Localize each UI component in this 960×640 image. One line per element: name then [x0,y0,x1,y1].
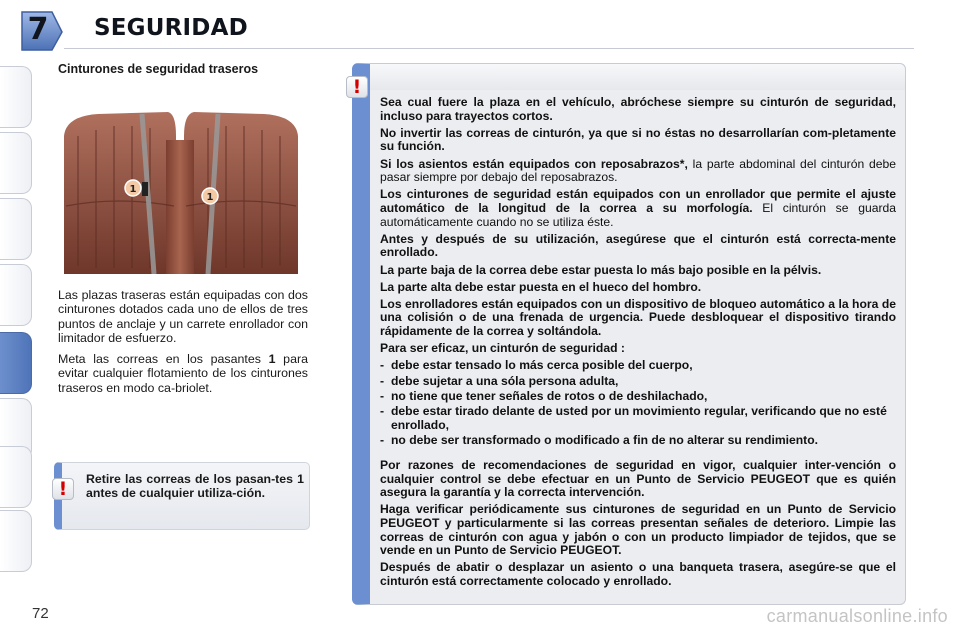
chapter-number: 7 [27,12,49,47]
side-warning-text: Retire las correas de los pasan-tes 1 antes de cualquier utiliza-ción. [86,472,304,500]
callout-label: 1 [129,184,137,195]
header-divider [64,48,914,49]
list-item: - no tiene que tener señales de rotos o de deshilachado, [380,388,708,403]
intro-paragraph: Las plazas traseras están equipadas con dos cinturones dotados cada uno de ellos de tres puntos de anclaje y un carrete enrollador con limitador de esfuerzo. [58,288,308,345]
list-item: - debe estar tensado lo más cerca posible del cuerpo, [380,358,693,373]
chapter-tab[interactable] [0,264,32,326]
chapter-tab[interactable] [0,66,32,128]
warning-icon: ! [346,76,368,98]
subsection-title: Cinturones de seguridad traseros [58,62,259,76]
warning-panel-content [380,96,896,592]
warning-panel-header [370,64,905,90]
chapter-tab[interactable] [0,510,32,572]
warning-paragraph: Antes y después de su utilización, asegúrese que el cinturón está correcta-mente enrollado. [380,231,896,260]
list-item: - no debe ser transformado o modificado a fin de no alterar su rendimiento. [380,432,819,447]
warning-paragraph: Los cinturones de seguridad están equipados con un enrollador que permite el ajuste automático de la longitud de la correa a su morfología. El cinturón se guarda automáticamente cuando no se utiliza éste. [380,187,896,229]
list-item: - debe estar tirado delante de usted por un movimiento regular, verificando que no esté enrollado, [380,404,887,432]
watermark: carmanualsonline.info [766,606,948,626]
warning-paragraph: Después de abatir o desplazar un asiento o una banqueta trasera, asegúre-se que el cinturón está correctamente colocado y enrollado. [380,560,896,588]
callout-label: 1 [206,192,214,203]
warning-paragraph: Los enrolladores están equipados con un dispositivo de bloqueo automático a la hora de una colisión o de una frenada de urgencia. Puede desbloquear el dispositivo tirando rápidamente de la correa y soltándola. [380,296,896,339]
list-item: - debe sujetar a una sóla persona adulta, [380,373,619,388]
chapter-tab[interactable] [0,446,32,508]
chapter-tab-active[interactable] [0,332,32,394]
warning-paragraph: La parte baja de la correa debe estar puesta lo más bajo posible en la pélvis. [380,262,822,277]
guide-paragraph: Meta las correas en los pasantes 1 para evitar cualquier flotamiento de los cinturones traseros en modo ca-briolet. [58,352,308,395]
warning-paragraph: Para ser eficaz, un cinturón de seguridad : [380,341,625,356]
page-number: 72 [32,605,49,622]
chapter-tab[interactable] [0,132,32,194]
chapter-tab[interactable] [0,198,32,260]
rear-seat-photo [58,96,302,274]
warning-icon: ! [52,478,74,500]
section-title: SEGURIDAD [94,15,248,41]
warning-paragraph: Sea cual fuere la plaza en el vehículo, abróchese siempre su cinturón de seguridad, incluso para trayectos cortos. [380,95,896,123]
warning-paragraph: La parte alta debe estar puesta en el hueco del hombro. [380,279,702,294]
warning-paragraph: Si los asientos están equipados con reposabrazos*, la parte abdominal del cinturón debe pasar siempre por debajo del reposabrazos. [380,156,896,185]
warning-paragraph: Haga verificar periódicamente sus cinturones de seguridad en un Punto de Servicio PEUGEOT y particularmente si las correas presentan señales de deterioro. Limpie las correas de cinturón con agua y jabón o con un producto limpiador de tejidos, que se vende en un Punto de Servicio PEUGEOT. [380,502,896,558]
warning-paragraph: No invertir las correas de cinturón, ya que si no éstas no desarrollarían com-pletamente su función. [380,125,896,154]
warning-paragraph: Por razones de recomendaciones de seguridad en vigor, cualquier inter-vención o cualquier control se debe efectuar en un Punto de Servicio PEUGEOT que es quién asegura la garantía y la correcta intervención. [380,457,896,500]
